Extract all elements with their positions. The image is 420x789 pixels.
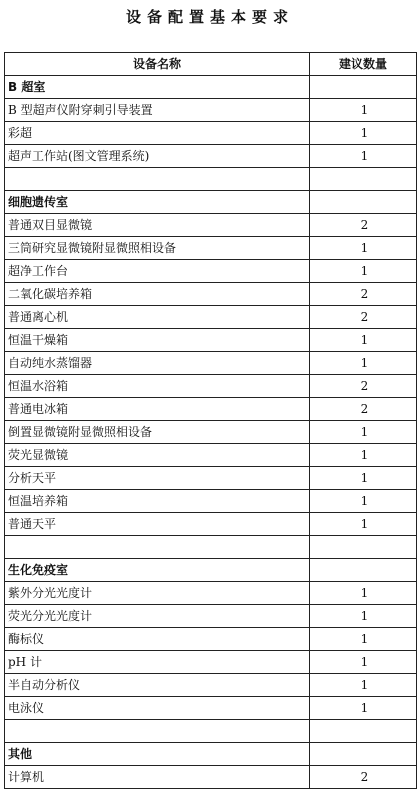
table-row (5, 306, 417, 329)
table-row (5, 122, 417, 145)
table-row (5, 99, 417, 122)
table-row (5, 375, 417, 398)
section-header-row (5, 76, 417, 99)
spacer-row (5, 168, 417, 191)
table-row (5, 651, 417, 674)
table-row (5, 329, 417, 352)
equipment-name: 自动纯水蒸馏器 (5, 352, 310, 375)
suggested-quantity (310, 76, 417, 99)
suggested-quantity: 1 (310, 260, 417, 283)
equipment-name: 三筒研究显微镜附显微照相设备 (5, 237, 310, 260)
equipment-name: 电泳仪 (5, 697, 310, 720)
equipment-name (5, 536, 310, 559)
suggested-quantity: 2 (310, 398, 417, 421)
equipment-name: 分析天平 (5, 467, 310, 490)
equipment-name: 普通电冰箱 (5, 398, 310, 421)
equipment-name: 超声工作站(图文管理系统) (5, 145, 310, 168)
suggested-quantity (310, 168, 417, 191)
suggested-quantity (310, 191, 417, 214)
section-header-row (5, 191, 417, 214)
table-row (5, 628, 417, 651)
suggested-quantity: 1 (310, 122, 417, 145)
equipment-name: 普通离心机 (5, 306, 310, 329)
header-equipment-name: 设备名称 (5, 53, 310, 76)
equipment-name: 半自动分析仪 (5, 674, 310, 697)
table-row (5, 513, 417, 536)
equipment-name: 恒温水浴箱 (5, 375, 310, 398)
section-title: 其他 (5, 743, 310, 766)
suggested-quantity: 2 (310, 375, 417, 398)
equipment-name: 普通双目显微镜 (5, 214, 310, 237)
equipment-name: 恒温干燥箱 (5, 329, 310, 352)
table-row (5, 237, 417, 260)
equipment-name: 二氧化碳培养箱 (5, 283, 310, 306)
table-row (5, 605, 417, 628)
equipment-name (5, 168, 310, 191)
equipment-table (4, 52, 417, 789)
equipment-name: B 型超声仪附穿刺引导装置 (5, 99, 310, 122)
equipment-name: 荧光显微镜 (5, 444, 310, 467)
equipment-name: 普通天平 (5, 513, 310, 536)
table-row (5, 766, 417, 789)
table-row (5, 352, 417, 375)
table-row (5, 260, 417, 283)
table-row (5, 490, 417, 513)
spacer-row (5, 536, 417, 559)
suggested-quantity: 1 (310, 513, 417, 536)
table-row (5, 421, 417, 444)
table-row (5, 214, 417, 237)
equipment-name: 计算机 (5, 766, 310, 789)
page-title: 设备配置基本要求 (125, 8, 294, 26)
suggested-quantity (310, 743, 417, 766)
suggested-quantity: 1 (310, 628, 417, 651)
equipment-name: 恒温培养箱 (5, 490, 310, 513)
suggested-quantity: 1 (310, 99, 417, 122)
table-row (5, 398, 417, 421)
equipment-name: 荧光分光光度计 (5, 605, 310, 628)
suggested-quantity: 1 (310, 490, 417, 513)
suggested-quantity (310, 720, 417, 743)
table-row (5, 283, 417, 306)
table-row (5, 444, 417, 467)
table-row (5, 697, 417, 720)
table-row (5, 582, 417, 605)
table-row (5, 467, 417, 490)
suggested-quantity: 2 (310, 283, 417, 306)
suggested-quantity: 1 (310, 651, 417, 674)
suggested-quantity (310, 559, 417, 582)
table-header-row (5, 53, 417, 76)
equipment-name (5, 720, 310, 743)
suggested-quantity: 1 (310, 145, 417, 168)
suggested-quantity (310, 536, 417, 559)
suggested-quantity: 2 (310, 214, 417, 237)
suggested-quantity: 1 (310, 237, 417, 260)
equipment-name: 倒置显微镜附显微照相设备 (5, 421, 310, 444)
equipment-name: 紫外分光光度计 (5, 582, 310, 605)
suggested-quantity: 1 (310, 582, 417, 605)
section-header-row (5, 743, 417, 766)
header-suggested-quantity: 建议数量 (310, 53, 417, 76)
table-body (5, 76, 417, 789)
section-title: 生化免疫室 (5, 559, 310, 582)
suggested-quantity: 1 (310, 697, 417, 720)
equipment-name: 酶标仪 (5, 628, 310, 651)
equipment-name: 超净工作台 (5, 260, 310, 283)
section-header-row (5, 559, 417, 582)
equipment-name: pH 计 (5, 651, 310, 674)
suggested-quantity: 1 (310, 605, 417, 628)
suggested-quantity: 1 (310, 444, 417, 467)
suggested-quantity: 1 (310, 352, 417, 375)
table-row (5, 145, 417, 168)
table-row (5, 674, 417, 697)
spacer-row (5, 720, 417, 743)
suggested-quantity: 2 (310, 766, 417, 789)
suggested-quantity: 2 (310, 306, 417, 329)
section-title: 细胞遗传室 (5, 191, 310, 214)
suggested-quantity: 1 (310, 421, 417, 444)
suggested-quantity: 1 (310, 329, 417, 352)
section-title: B 超室 (5, 76, 310, 99)
equipment-name: 彩超 (5, 122, 310, 145)
suggested-quantity: 1 (310, 467, 417, 490)
suggested-quantity: 1 (310, 674, 417, 697)
